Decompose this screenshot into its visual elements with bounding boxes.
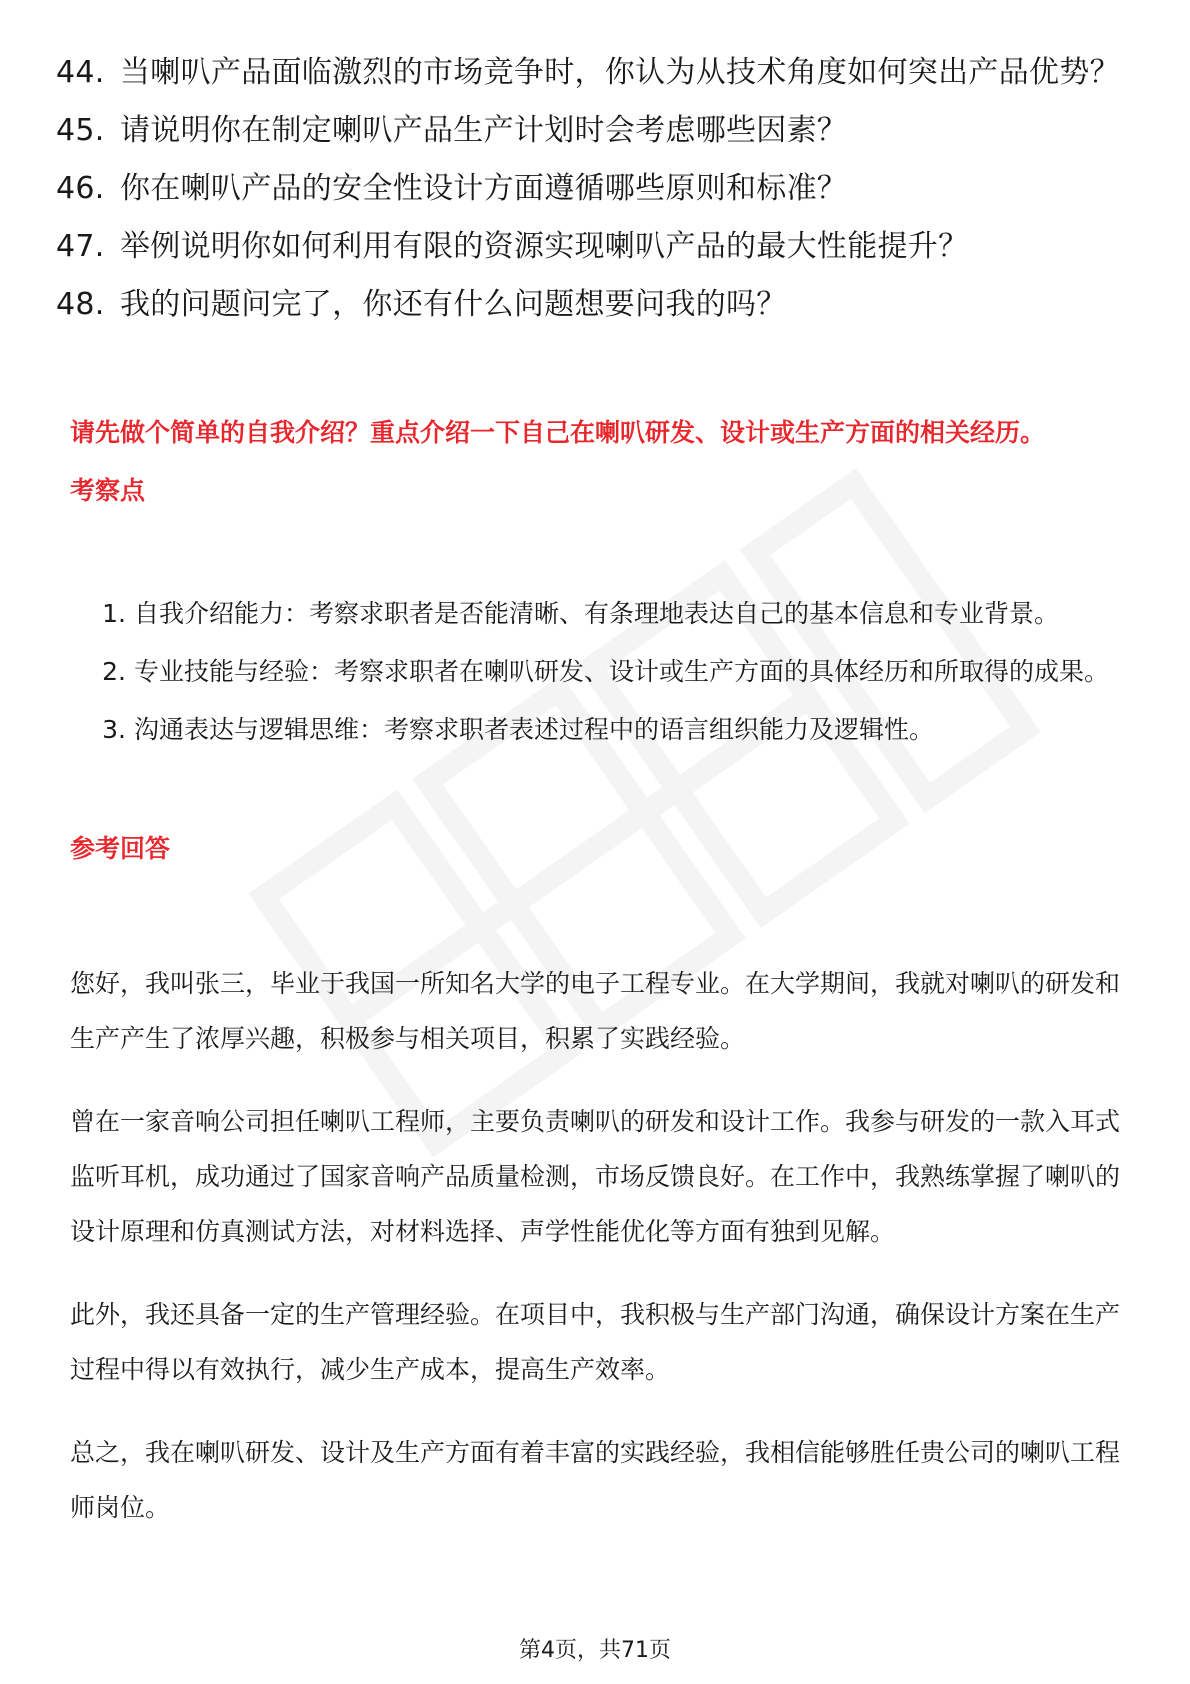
point-number: 1. — [102, 599, 126, 628]
answer-paragraph: 总之，我在喇叭研发、设计及生产方面有着丰富的实践经验，我相信能够胜任贵公司的喇叭工程师岗位。 — [70, 1438, 1121, 1522]
answer-title: 参考回答 — [70, 834, 171, 863]
question-text: 当喇叭产品面临激烈的市场竞争时，你认为从技术角度如何突出产品优势？ — [120, 55, 1120, 90]
points-title: 考察点 — [70, 476, 146, 505]
list-item — [56, 168, 1136, 210]
point-text: 沟通表达与逻辑思维：考察求职者表述过程中的语言组织能力及逻辑性。 — [134, 715, 935, 744]
question-number: 45. — [56, 113, 105, 148]
point-number: 3. — [102, 715, 126, 744]
list-item — [56, 226, 1136, 268]
answer-paragraph: 曾在一家音响公司担任喇叭工程师，主要负责喇叭的研发和设计工作。我参与研发的一款入耳式监听耳机，成功通过了国家音响产品质量检测，市场反馈良好。在工作中，我熟练掌握了喇叭的设计原理和仿真测试方法，对材料选择、声学性能优化等方面有独到见解。 — [70, 1107, 1121, 1246]
assessment-points-list — [70, 586, 1130, 760]
question-text: 我的问题问完了，你还有什么问题想要问我的吗？ — [120, 287, 787, 322]
list-item — [56, 110, 1136, 152]
point-text: 自我介绍能力：考察求职者是否能清晰、有条理地表达自己的基本信息和专业背景。 — [134, 599, 1060, 628]
point-text: 专业技能与经验：考察求职者在喇叭研发、设计或生产方面的具体经历和所取得的成果。 — [134, 657, 1110, 686]
question-number: 48. — [56, 287, 105, 322]
list-item — [70, 586, 1130, 641]
question-text: 请说明你在制定喇叭产品生产计划时会考虑哪些因素？ — [120, 113, 848, 148]
page-number-footer: 第4页，共71页 — [519, 1638, 671, 1663]
question-number: 47. — [56, 229, 105, 264]
list-item — [56, 52, 1136, 94]
list-item — [56, 284, 1136, 326]
answer-paragraph: 您好，我叫张三，毕业于我国一所知名大学的电子工程专业。在大学期间，我就对喇叭的研发和生产产生了浓厚兴趣，积极参与相关项目，积累了实践经验。 — [70, 969, 1121, 1053]
answer-paragraph: 此外，我还具备一定的生产管理经验。在项目中，我积极与生产部门沟通，确保设计方案在生产过程中得以有效执行，减少生产成本，提高生产效率。 — [70, 1300, 1121, 1384]
reference-answer — [70, 956, 1130, 1563]
question-number: 46. — [56, 171, 105, 206]
section-question-heading: 请先做个简单的自我介绍？重点介绍一下自己在喇叭研发、设计或生产方面的相关经历。 — [70, 418, 1046, 447]
list-item — [70, 702, 1130, 757]
question-text: 举例说明你如何利用有限的资源实现喇叭产品的最大性能提升？ — [120, 229, 969, 264]
question-text: 你在喇叭产品的安全性设计方面遵循哪些原则和标准？ — [120, 171, 848, 206]
question-number: 44. — [56, 55, 105, 90]
list-item — [70, 644, 1130, 699]
question-list — [56, 52, 1136, 342]
point-number: 2. — [102, 657, 126, 686]
